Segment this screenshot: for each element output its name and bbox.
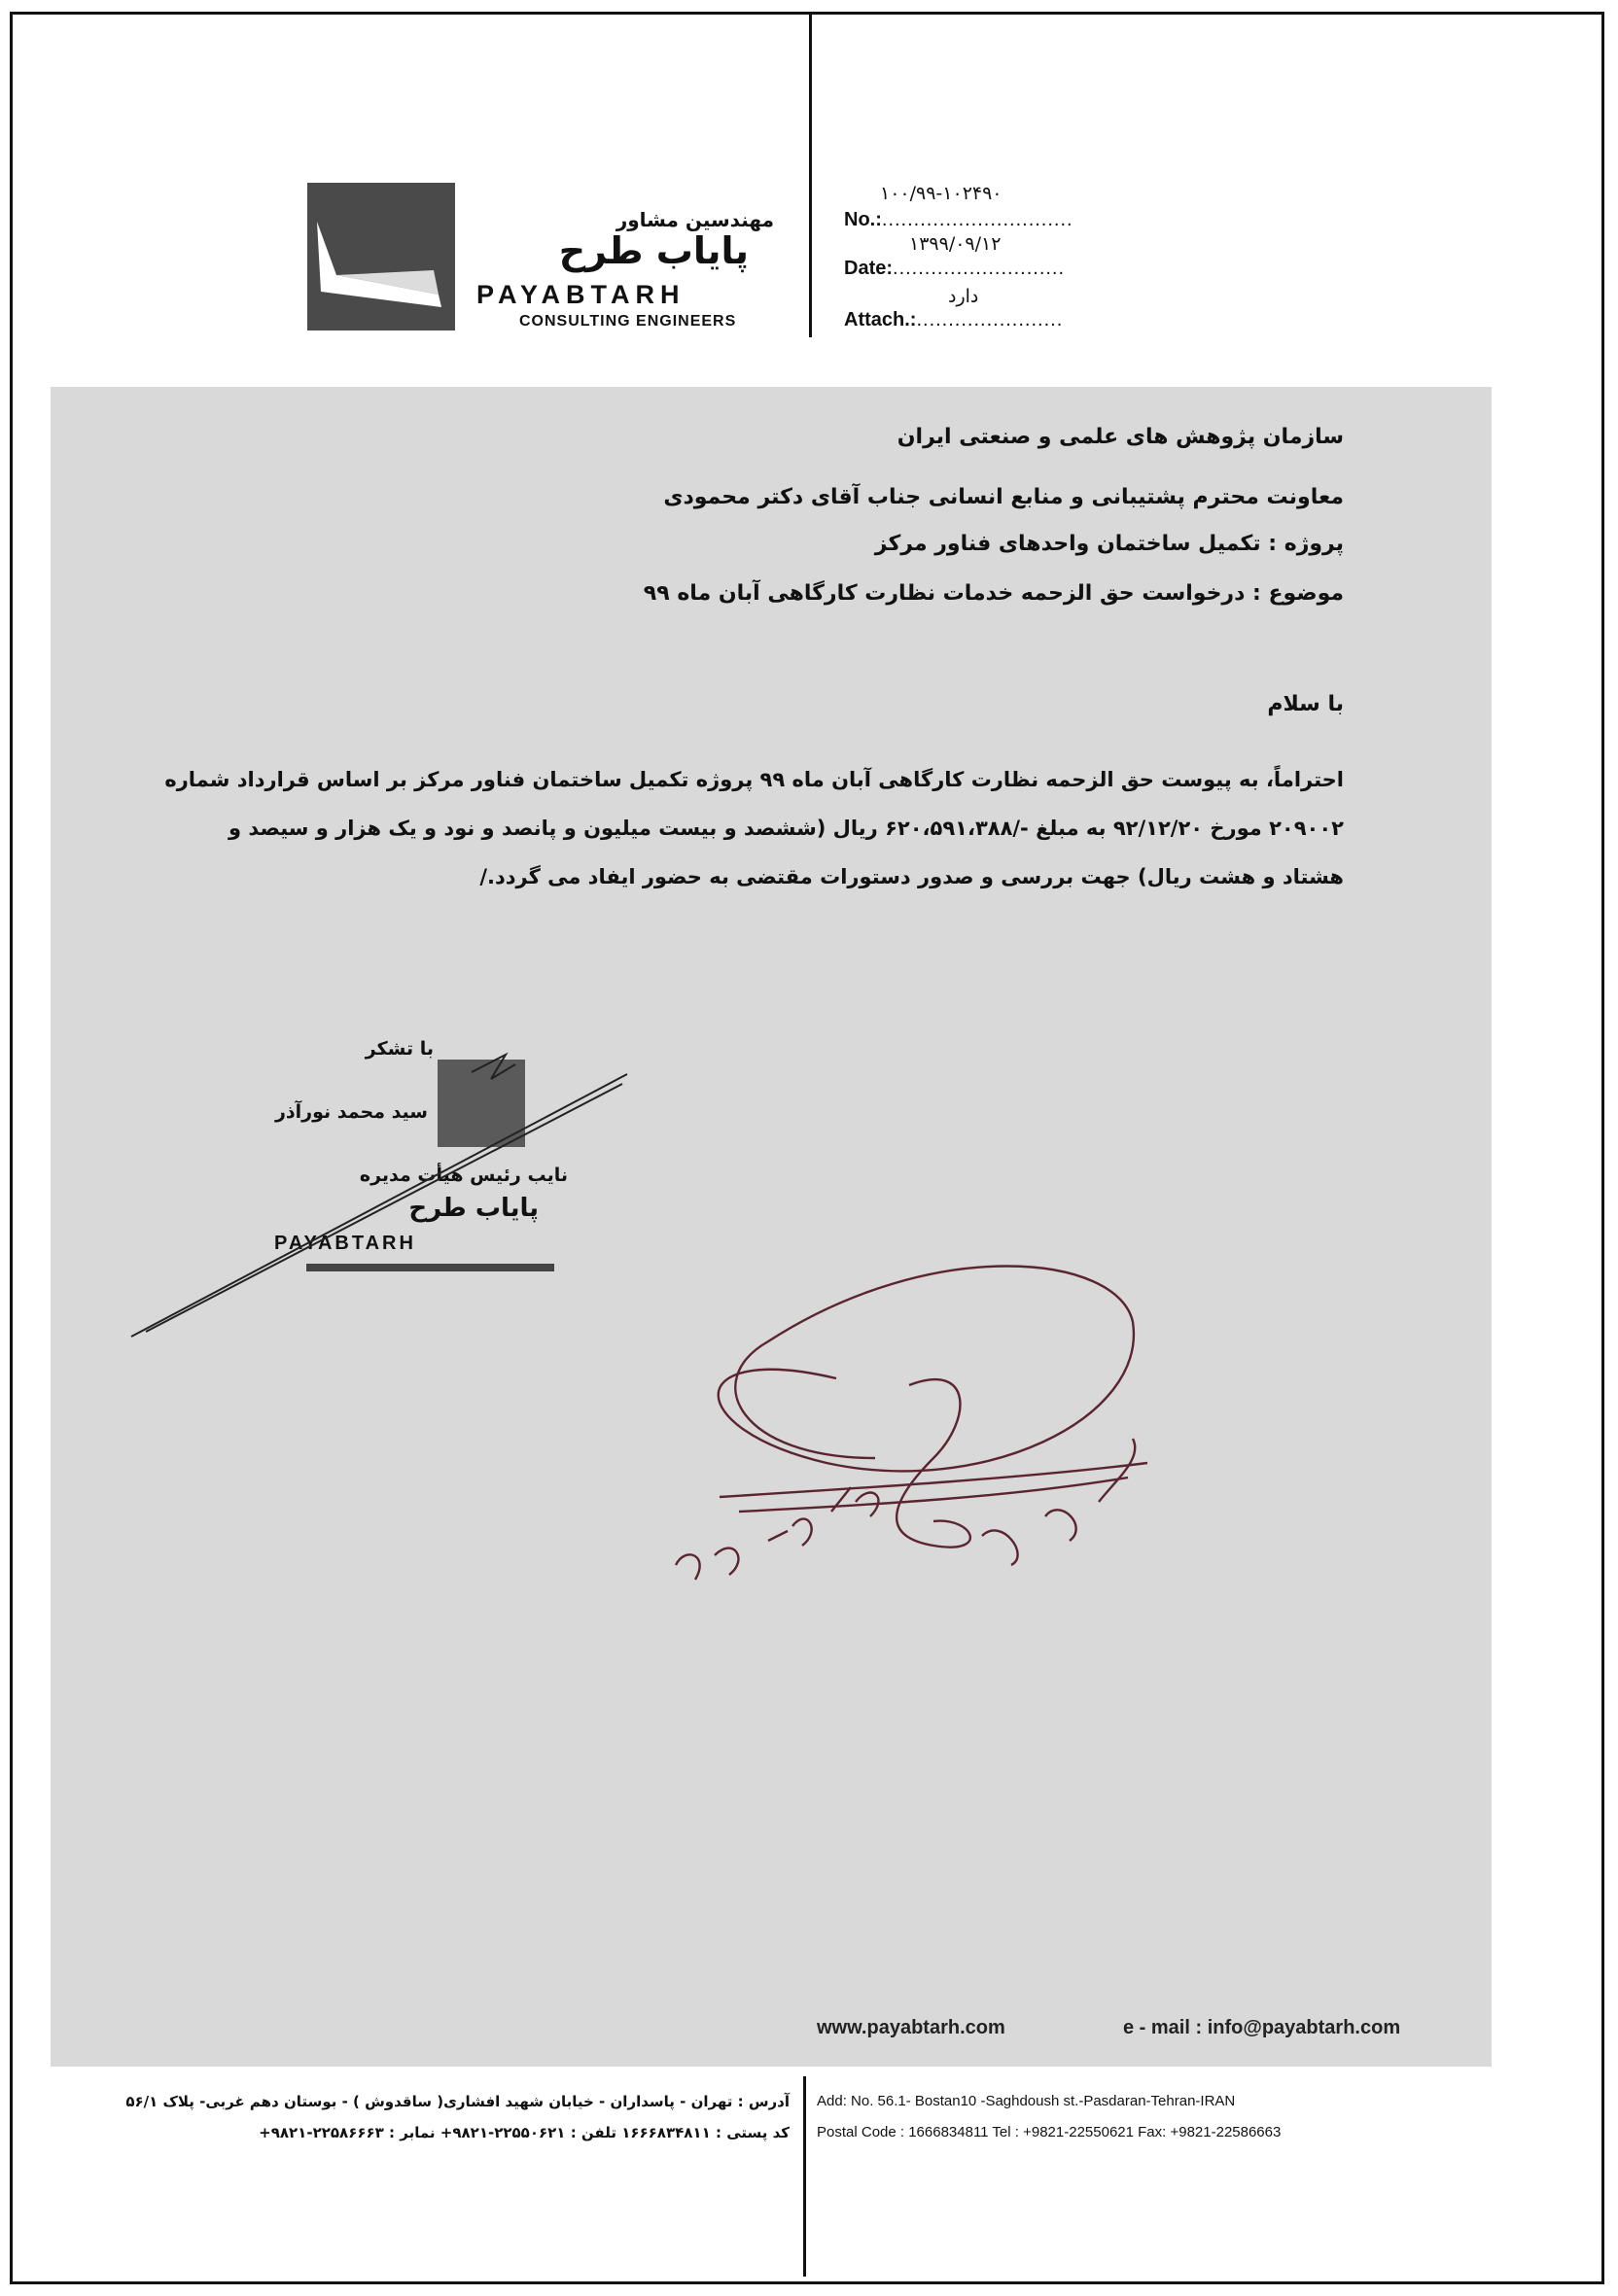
- stamp-persian-name: پایاب طرح: [408, 1194, 539, 1223]
- project-line: پروژه : تکمیل ساختمان واحدهای فناور مرکز: [874, 532, 1344, 556]
- date-value: ۱۳۹۹/۰۹/۱۲: [909, 233, 1002, 255]
- attachment-label: Attach.:: [844, 309, 917, 330]
- date-row: Date:...........................: [844, 258, 1066, 279]
- body-line-1: احتراماً، به پیوست حق الزحمه نظارت کارگاهی آبان ماه ۹۹ پروژه تکمیل ساختمان فناور مرکز بر اساس قرارداد شماره: [164, 768, 1344, 791]
- logo-persian-subtitle: مهندسین مشاور: [616, 208, 774, 231]
- attachment-row: Attach.:.......................: [844, 309, 1064, 330]
- logo-persian-name: پایاب طرح: [558, 229, 749, 272]
- logo-english-name: PAYABTARH: [476, 280, 686, 309]
- subject-line: موضوع : درخواست حق الزحمه خدمات نظارت کارگاهی آبان ماه ۹۹: [643, 581, 1344, 606]
- footer-divider: [803, 2076, 806, 2277]
- attachment-value: دارد: [948, 286, 979, 307]
- footer-address-english: Add: No. 56.1- Bostan10 -Saghdoush st.-Pasdaran-Tehran-IRAN: [817, 2093, 1236, 2109]
- ref-number-row: No.:..............................: [844, 209, 1073, 230]
- stamp-english-name: PAYABTARH: [274, 1233, 416, 1254]
- greeting: با سلام: [1267, 692, 1344, 716]
- email-text: e - mail : info@payabtarh.com: [1123, 2017, 1401, 2038]
- ref-number-value: ۱۰۰/۹۹-۱۰۲۴۹۰: [880, 183, 1002, 204]
- closing-text: با تشکر: [365, 1038, 434, 1060]
- footer-contact-english: Postal Code : 1666834811 Tel : +9821-22550621 Fax: +9821-22586663: [817, 2124, 1282, 2140]
- signer-title: نایب رئیس هیأت مدیره: [359, 1165, 568, 1186]
- signer-name: سید محمد نورآذر: [274, 1101, 428, 1123]
- recipient-organization: سازمان پژوهش های علمی و صنعتی ایران: [897, 425, 1344, 449]
- logo-english-subtitle: CONSULTING ENGINEERS: [519, 313, 737, 330]
- company-logo-mark: [307, 183, 455, 330]
- logo-swoosh-icon: [307, 183, 455, 330]
- stamp-english-subtitle-band: [306, 1264, 554, 1271]
- body-line-2: ۲۰۹۰۰۲ مورخ ۹۲/۱۲/۲۰ به مبلغ -/۶۲۰،۵۹۱،۳۸۸ ریال (ششصد و بیست میلیون و پانصد و نود و یک هزار و سیصد و: [229, 817, 1344, 840]
- date-label: Date:: [844, 258, 894, 279]
- footer-contact-persian: کد پستی : ۱۶۶۶۸۳۴۸۱۱ تلفن : ۲۲۵۵۰۶۲۱-۹۸۲۱+ نمابر : ۲۲۵۸۶۶۶۳-۹۸۲۱+: [259, 2124, 790, 2141]
- letter-body-panel: [51, 387, 1492, 2067]
- stamp-logo-mark: [438, 1060, 525, 1147]
- header-divider: [809, 15, 812, 337]
- footer-address-persian: آدرس : تهران - پاسداران - خیابان شهید افشاری( ساقدوش ) - بوستان دهم غربی- پلاک ۵۶/۱: [125, 2093, 790, 2110]
- recipient-person: معاونت محترم پشتیبانی و منابع انسانی جناب آقای دکتر محمودی: [663, 485, 1344, 509]
- ref-number-label: No.:: [844, 209, 882, 230]
- website-text: www.payabtarh.com: [817, 2017, 1005, 2038]
- body-line-3: هشتاد و هشت ریال) جهت بررسی و صدور دستورات مقتضی به حضور ایفاد می گردد./: [479, 865, 1344, 888]
